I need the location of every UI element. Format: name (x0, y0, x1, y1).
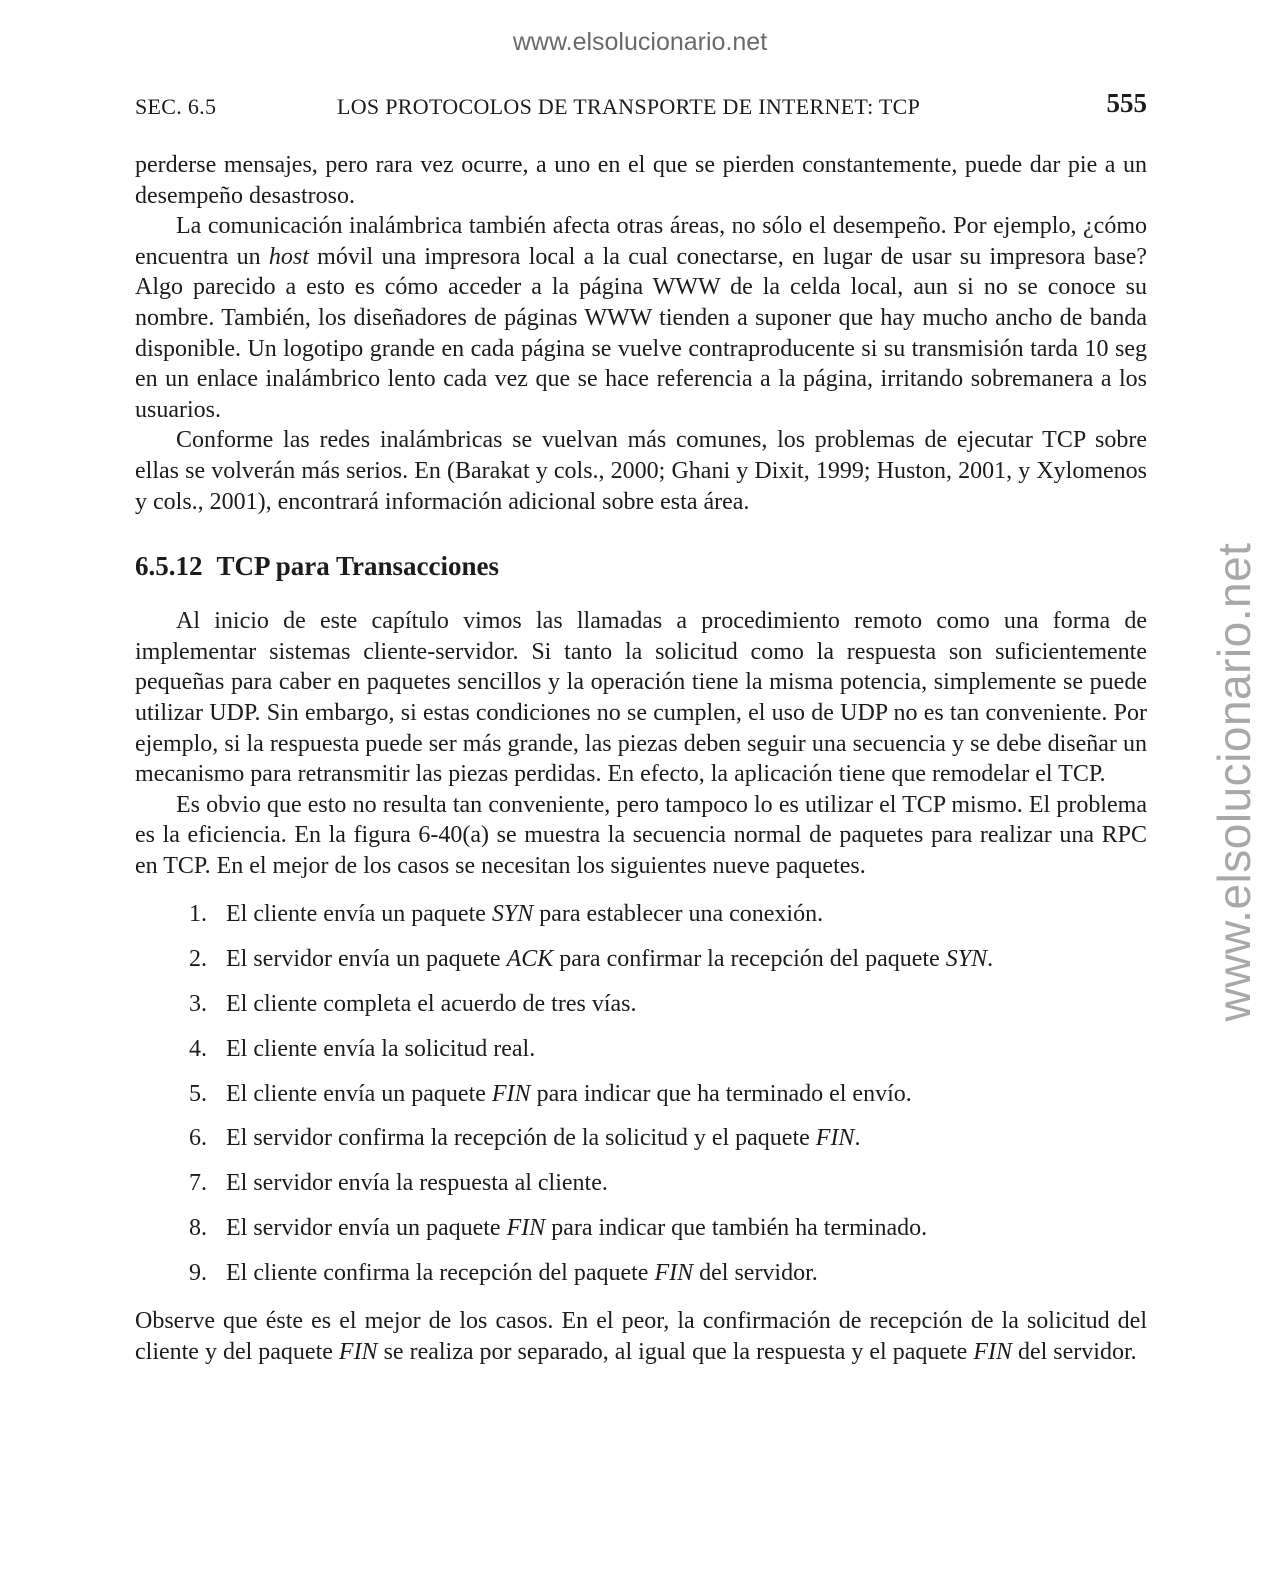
emphasis: FIN (491, 1080, 531, 1107)
text-run: para indicar que ha terminado el envío. (530, 1080, 912, 1107)
emphasis: FIN (815, 1125, 855, 1152)
list-item (135, 1079, 1147, 1110)
emphasis: FIN (654, 1259, 694, 1286)
text-run: El servidor envía un paquete (226, 1214, 507, 1241)
running-head-section: SEC. 6.5 (135, 94, 217, 119)
text-run: El cliente envía un paquete (226, 901, 492, 928)
text-run: del servidor. (693, 1259, 818, 1286)
emphasis: FIN (973, 1338, 1012, 1365)
section-title: TCP para Transacciones (216, 551, 500, 582)
emphasis-host: host (268, 243, 309, 270)
paragraph-closing (135, 1306, 1147, 1367)
text-run: El servidor envía un paquete (226, 946, 507, 973)
text-run: El cliente completa el acuerdo de tres vías. (226, 991, 637, 1018)
list-item (135, 1123, 1147, 1154)
list-number: 5. (189, 1080, 207, 1107)
list-number: 3. (189, 991, 207, 1018)
list-item (135, 1258, 1147, 1289)
text-run: El servidor confirma la recepción de la solicitud y el paquete (226, 1125, 816, 1152)
emphasis: FIN (506, 1214, 546, 1241)
emphasis: FIN (338, 1338, 378, 1365)
list-number: 4. (189, 1035, 207, 1062)
text-run: El servidor envía la respuesta al cliente. (226, 1170, 608, 1197)
packet-steps-list (135, 899, 1147, 1288)
page-number: 555 (1106, 88, 1147, 118)
list-number: 8. (189, 1214, 207, 1241)
running-head-title: LOS PROTOCOLOS DE TRANSPORTE DE INTERNET: TCP (337, 94, 921, 119)
emphasis: SYN (945, 946, 988, 973)
section-heading (135, 549, 1147, 583)
text-run: El cliente confirma la recepción del paquete (226, 1259, 655, 1286)
list-number: 9. (189, 1259, 207, 1286)
list-number: 7. (189, 1170, 207, 1197)
list-item (135, 944, 1147, 975)
text-run: El cliente envía un paquete (226, 1080, 492, 1107)
list-number: 2. (189, 946, 207, 973)
text-run: La comunicación inalámbrica también afecta otras áreas, no sólo el desempeño. Por ejemplo, ¿cómo encuentra un (135, 213, 1147, 270)
list-item (135, 989, 1147, 1020)
list-item (135, 899, 1147, 930)
text-run: para establecer una conexión. (533, 901, 824, 928)
text-run: se realiza por separado, al igual que la respuesta y el paquete (377, 1338, 974, 1365)
paragraph-continuation: perderse mensajes, pero rara vez ocurre, a uno en el que se pierden constantemente, puede dar pie a un desempeño desastroso. (135, 152, 1147, 209)
watermark-side: www.elsolucionario.net (1208, 542, 1260, 1022)
page-body (135, 150, 1147, 1368)
text-run: Observe que éste es el mejor de los casos. En el peor, la confirmación de recepción de la solicitud del cliente y del paquete (135, 1308, 1147, 1365)
list-number: 1. (189, 901, 207, 928)
text-run: para indicar que también ha terminado. (545, 1214, 928, 1241)
text-run: El cliente envía la solicitud real. (226, 1035, 536, 1062)
section-number: 6.5.12 (135, 551, 203, 582)
running-head (135, 88, 1147, 128)
text-run: móvil una impresora local a la cual conectarse, en lugar de usar su impresora base? Algo parecido a esto es cómo acceder a la página WWW de la celda local, aun si no se conoce su nombre. También, los diseñadores de páginas WWW tienden a suponer que hay mucho ancho de banda disponible. Un logotipo grande en cada página se vuelve contraproducente si su transmisión tarda 10 seg en un enlace inalámbrico lento cada vez que se hace referencia a la página, irritando sobremanera a los usuarios. (135, 243, 1148, 423)
list-number: 6. (189, 1125, 207, 1152)
list-item (135, 1213, 1147, 1244)
paragraph-references: Conforme las redes inalámbricas se vuelvan más comunes, los problemas de ejecutar TCP sobre ellas se volverán más serios. En (Barakat y cols., 2000; Ghani y Dixit, 1999; Huston, 2001, y Xylomenos y cols., 2001), encontrará información adicional sobre esta área. (135, 427, 1147, 515)
text-run: para confirmar la recepción del paquete (553, 946, 946, 973)
paragraph-rpc: Al inicio de este capítulo vimos las llamadas a procedimiento remoto como una forma de implementar sistemas cliente-servidor. Si tanto la solicitud como la respuesta son suficientemente pequeñas para caber en paquetes sencillos y la operación tiene la misma potencia, simplemente se puede utilizar UDP. Sin embargo, si estas condiciones no se cumplen, el uso de UDP no es tan conveniente. Por ejemplo, si la respuesta puede ser más grande, las piezas deben seguir una secuencia y se debe diseñar un mecanismo para retransmitir las piezas perdidas. En efecto, la aplicación tiene que remodelar el TCP. (135, 608, 1147, 788)
paragraph-efficiency: Es obvio que esto no resulta tan conveniente, pero tampoco lo es utilizar el TCP mismo. El problema es la eficiencia. En la figura 6-40(a) se muestra la secuencia normal de paquetes para realizar una RPC en TCP. En el mejor de los casos se necesitan los siguientes nueve paquetes. (135, 791, 1147, 879)
text-run: del servidor. (1011, 1338, 1137, 1365)
list-item (135, 1034, 1147, 1065)
emphasis: ACK (506, 946, 554, 973)
text-run: . (854, 1125, 861, 1152)
emphasis: SYN (491, 901, 534, 928)
text-run: . (987, 946, 994, 973)
list-item (135, 1168, 1147, 1199)
watermark-top: www.elsolucionario.net (512, 28, 768, 56)
paragraph-wireless (135, 211, 1147, 425)
